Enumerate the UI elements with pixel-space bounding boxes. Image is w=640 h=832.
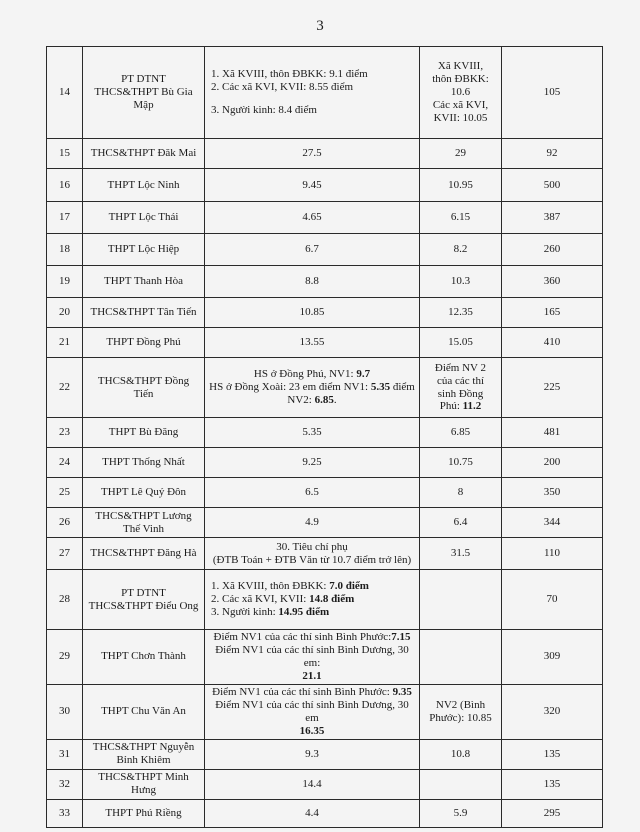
row-number: 18 bbox=[47, 234, 83, 266]
nv1-score: 1. Xã KVIII, thôn ĐBKK: 9.1 điểm 2. Các xã KVI, KVII: 8.55 điểm 3. Người kinh: 8.4 điểm bbox=[205, 47, 420, 139]
nv1-score: 6.5 bbox=[205, 478, 420, 508]
quota: 360 bbox=[502, 266, 603, 298]
nv2-score: 8.2 bbox=[420, 234, 502, 266]
table-row bbox=[47, 47, 603, 139]
quota: 350 bbox=[502, 478, 603, 508]
nv1-score: Điểm NV1 của các thí sinh Bình Phước:7.15 Điểm NV1 của các thí sinh Bình Dương, 30 em: 21.1 bbox=[205, 630, 420, 685]
nv2-score: 6.85 bbox=[420, 418, 502, 448]
school-name: THPT Thanh Hòa bbox=[83, 266, 205, 298]
table-row bbox=[47, 739, 603, 769]
quota: 105 bbox=[502, 47, 603, 139]
nv2-score: 5.9 bbox=[420, 799, 502, 827]
quota: 135 bbox=[502, 739, 603, 769]
quota: 260 bbox=[502, 234, 603, 266]
school-name: THCS&THPT Tân Tiến bbox=[83, 298, 205, 328]
quota: 500 bbox=[502, 169, 603, 202]
nv2-score: 10.95 bbox=[420, 169, 502, 202]
table-row bbox=[47, 234, 603, 266]
table-row bbox=[47, 478, 603, 508]
table-row bbox=[47, 538, 603, 570]
nv2-score: 8 bbox=[420, 478, 502, 508]
nv1-score: 9.25 bbox=[205, 448, 420, 478]
admission-score-table bbox=[46, 46, 603, 828]
row-number: 24 bbox=[47, 448, 83, 478]
table-row bbox=[47, 169, 603, 202]
nv2-score: Điểm NV 2 của các thí sinh Đồng Phú: 11.2 bbox=[420, 358, 502, 418]
nv1-score: 8.8 bbox=[205, 266, 420, 298]
nv2-score: 10.3 bbox=[420, 266, 502, 298]
school-name: THCS&THPT Đăk Mai bbox=[83, 139, 205, 169]
row-number: 20 bbox=[47, 298, 83, 328]
table-row bbox=[47, 298, 603, 328]
nv2-score: 6.15 bbox=[420, 202, 502, 234]
nv2-score: 15.05 bbox=[420, 328, 502, 358]
table-row bbox=[47, 139, 603, 169]
row-number: 26 bbox=[47, 508, 83, 538]
school-name: THCS&THPT Minh Hưng bbox=[83, 769, 205, 799]
row-number: 33 bbox=[47, 799, 83, 827]
nv1-score: 13.55 bbox=[205, 328, 420, 358]
row-number: 21 bbox=[47, 328, 83, 358]
table-row bbox=[47, 266, 603, 298]
nv1-score: 4.4 bbox=[205, 799, 420, 827]
table-row bbox=[47, 508, 603, 538]
row-number: 25 bbox=[47, 478, 83, 508]
quota: 309 bbox=[502, 630, 603, 685]
quota: 92 bbox=[502, 139, 603, 169]
quota: 410 bbox=[502, 328, 603, 358]
row-number: 16 bbox=[47, 169, 83, 202]
nv1-score: 1. Xã KVIII, thôn ĐBKK: 7.0 điểm 2. Các xã KVI, KVII: 14.8 điểm 3. Người kinh: 14.95 điểm bbox=[205, 570, 420, 630]
nv1-score: 5.35 bbox=[205, 418, 420, 448]
school-name: THPT Lộc Ninh bbox=[83, 169, 205, 202]
school-name: THPT Thống Nhất bbox=[83, 448, 205, 478]
row-number: 22 bbox=[47, 358, 83, 418]
quota: 344 bbox=[502, 508, 603, 538]
quota: 70 bbox=[502, 570, 603, 630]
school-name: THCS&THPT Lương Thế Vinh bbox=[83, 508, 205, 538]
nv2-score bbox=[420, 630, 502, 685]
row-number: 15 bbox=[47, 139, 83, 169]
school-name: THPT Bù Đăng bbox=[83, 418, 205, 448]
row-number: 28 bbox=[47, 570, 83, 630]
page-number: 3 bbox=[316, 18, 324, 34]
nv2-score: 10.75 bbox=[420, 448, 502, 478]
nv1-score: 6.7 bbox=[205, 234, 420, 266]
nv1-score: 10.85 bbox=[205, 298, 420, 328]
table-row bbox=[47, 570, 603, 630]
school-name: THPT Đồng Phú bbox=[83, 328, 205, 358]
nv1-score: HS ở Đồng Phú, NV1: 9.7 HS ở Đồng Xoài: 23 em điểm NV1: 5.35 điểm NV2: 6.85. bbox=[205, 358, 420, 418]
table-row bbox=[47, 799, 603, 827]
nv2-score: 31.5 bbox=[420, 538, 502, 570]
table-row bbox=[47, 418, 603, 448]
school-name: THPT Lộc Thái bbox=[83, 202, 205, 234]
nv1-score: 30. Tiêu chí phụ (ĐTB Toán + ĐTB Văn từ 10.7 điểm trở lên) bbox=[205, 538, 420, 570]
school-name: THCS&THPT Nguyễn Bỉnh Khiêm bbox=[83, 739, 205, 769]
quota: 110 bbox=[502, 538, 603, 570]
quota: 295 bbox=[502, 799, 603, 827]
table-row bbox=[47, 448, 603, 478]
nv2-score: NV2 (Bình Phước): 10.85 bbox=[420, 684, 502, 739]
table-row bbox=[47, 630, 603, 685]
school-name: THPT Chơn Thành bbox=[83, 630, 205, 685]
school-name: THPT Lê Quý Đôn bbox=[83, 478, 205, 508]
quota: 320 bbox=[502, 684, 603, 739]
school-name: PT DTNT THCS&THPT Bù Gia Mập bbox=[83, 47, 205, 139]
nv2-score: Xã KVIII, thôn ĐBKK: 10.6 Các xã KVI, KVII: 10.05 bbox=[420, 47, 502, 139]
table-row bbox=[47, 202, 603, 234]
nv1-score: 9.3 bbox=[205, 739, 420, 769]
row-number: 30 bbox=[47, 684, 83, 739]
nv2-score: 6.4 bbox=[420, 508, 502, 538]
school-name: THPT Chu Văn An bbox=[83, 684, 205, 739]
row-number: 27 bbox=[47, 538, 83, 570]
row-number: 14 bbox=[47, 47, 83, 139]
table-row bbox=[47, 328, 603, 358]
nv1-score: 4.9 bbox=[205, 508, 420, 538]
quota: 225 bbox=[502, 358, 603, 418]
nv1-score: 27.5 bbox=[205, 139, 420, 169]
row-number: 17 bbox=[47, 202, 83, 234]
quota: 387 bbox=[502, 202, 603, 234]
nv1-score: 4.65 bbox=[205, 202, 420, 234]
quota: 165 bbox=[502, 298, 603, 328]
table-row bbox=[47, 358, 603, 418]
nv2-score: 12.35 bbox=[420, 298, 502, 328]
nv1-score: Điểm NV1 của các thí sinh Bình Phước: 9.35 Điểm NV1 của các thí sinh Bình Dương, 30 em 16.35 bbox=[205, 684, 420, 739]
nv2-score bbox=[420, 769, 502, 799]
quota: 481 bbox=[502, 418, 603, 448]
nv2-score: 10.8 bbox=[420, 739, 502, 769]
nv1-score: 14.4 bbox=[205, 769, 420, 799]
school-name: THCS&THPT Đăng Hà bbox=[83, 538, 205, 570]
school-name: THPT Lộc Hiệp bbox=[83, 234, 205, 266]
nv1-score: 9.45 bbox=[205, 169, 420, 202]
row-number: 29 bbox=[47, 630, 83, 685]
table-row bbox=[47, 769, 603, 799]
row-number: 32 bbox=[47, 769, 83, 799]
nv2-score: 29 bbox=[420, 139, 502, 169]
nv2-score bbox=[420, 570, 502, 630]
table-row bbox=[47, 684, 603, 739]
school-name: PT DTNT THCS&THPT Điểu Ong bbox=[83, 570, 205, 630]
row-number: 31 bbox=[47, 739, 83, 769]
quota: 200 bbox=[502, 448, 603, 478]
school-name: THPT Phú Riềng bbox=[83, 799, 205, 827]
school-name: THCS&THPT Đồng Tiến bbox=[83, 358, 205, 418]
row-number: 23 bbox=[47, 418, 83, 448]
row-number: 19 bbox=[47, 266, 83, 298]
quota: 135 bbox=[502, 769, 603, 799]
